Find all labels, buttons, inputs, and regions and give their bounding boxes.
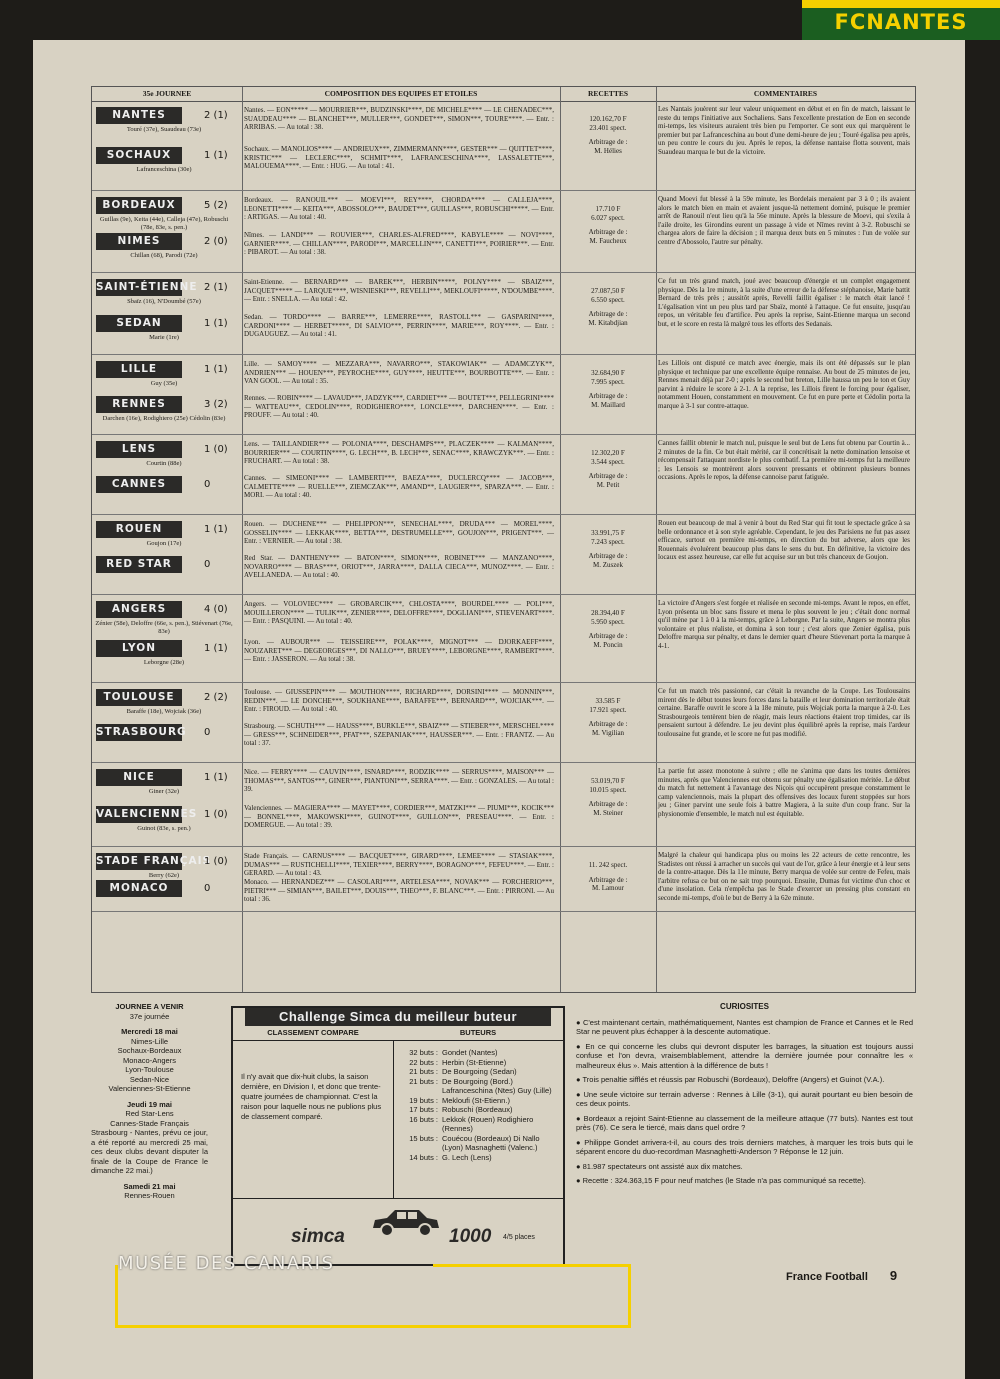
away-team: SEDAN [96,315,182,332]
magazine-name: France Football [786,1271,868,1283]
compo-home: Stade Français. — CARNUS**** — BACQUET****, GIRARD****, LEMEE**** — STASIAK****, DUMAS*** — RUSTICHELLI****, TEXIER****, BERRY****, BORAGNO****, FEFEU****. — Entr. : GERARD. — Au total : 43. [244,852,554,877]
recette: 33.585 F 17.921 spect. Arbitrage de : M. Vigilian [588,697,628,737]
simca-brand: simca [291,1226,345,1247]
away-score: 3 (2) [204,399,228,410]
home-team: ANGERS [96,601,182,618]
scorer-name: Gondet (Nantes) [442,1048,498,1057]
away-score: 2 (0) [204,236,228,247]
goal-count: 21 buts : [409,1067,438,1076]
compo-home: Toulouse. — GIUSSEPIN**** — MOUTHON****, RICHARD****, DORSINI**** — MONNIN***, REDIN***. — LE DONCHE***, SOUKHANE****, BARAFFE***, BERNARD***, WOJCIAK***. — Entr. : FIROUD. — Au total : 40. [244,688,554,713]
compo-home: Angers. — VOLOVIEC**** — GROBARCIK***, CHLOSTA****, BOURDEL**** — POLI***, MOUILLERON**** — TULIK***, ZENIER****, DELOFFRE****, DOGLIANI***, STIEVENART****. — Entr. : PASQUINI. — Au total : 40. [244,600,554,625]
future-day2: Jeudi 19 mai [126,1099,173,1109]
compo-home: Lille. — SAMOY**** — MEZZARA***, NAVARRO***, STAKOWIAK** — ADAMCZYK**, ANDRIEN*** — HOUEN***, PEYROCHE****, GUY****, HEUTTE***, BOURBOTTE***. — Entr. : VAN GOOL. — Au total : 35. [244,360,554,385]
away-score: 0 [204,727,211,738]
home-team: LILLE [96,361,182,378]
recette: 53.019,70 F 10.015 spect. Arbitrage de : M. Steiner [588,777,628,817]
compo-away: Strasbourg. — SCHUTH*** — HAUSS****, BURKLE***, SBAIZ*** — STIEBER***, MERSCHEL**** — GRESS***, SCHNEIDER***, PFAT***, SZEPANIAK****, HAUSSER***. — Entr. : FRANTZ. — Au total : 37. [244,722,554,747]
away-team: STRASBOURG [96,724,182,741]
car-icon [369,1206,441,1238]
fcnantes-logo [802,0,1000,40]
recette: 120.162,70 F 23.401 spect. Arbitrage de : M. Hélies [588,115,628,155]
scorer-entry [398,1058,560,1068]
away-score: 0 [204,479,211,490]
home-score: 1 (0) [204,856,228,867]
scorer-entry [398,1077,560,1096]
away-score: 0 [204,883,211,894]
commentary: Les Nantais jouèrent sur leur valeur uniquement en début et en fin de match, laissant le reste du temps l'initiative aux Sochaliens. Sans l'excellente prestation de Eon en seconde mi-temps, les visiteurs auraient très bien pu l'emporter. Ce sont eux qui marquèrent le premier but par Lafranceschina au bout d'une demi-heure de jeu ; Touré égalisa peu après, un peu contre le cours du jeu. Après le repos, la défense nantaise flotta souvent, mais Suaudeau marqua le but de la victoire. [658,105,910,156]
scorer-entry [398,1134,560,1153]
recette: 11. 242 spect. Arbitrage de : M. Lamour [588,861,628,892]
home-score: 2 (1) [204,110,228,121]
scorer-name: G. Lech (Lens) [442,1152,492,1162]
simca-col-buteurs: BUTEURS [459,1028,497,1037]
curio-item: ● Recette : 324.363,15 F pour neuf matches (le Stade n'a pas communiqué sa recette). [576,1176,913,1186]
away-score: 0 [204,559,211,570]
match-row [92,847,915,912]
goal-count: 15 buts : [409,1133,438,1143]
home-scorers: Guy (35e) [150,380,178,387]
match-row [92,595,915,683]
scorer-entry [398,1105,560,1115]
home-team: LENS [96,441,182,458]
home-scorers: Baraffe (18e), Wojciak (36e) [126,708,202,715]
compo-away: Rennes. — ROBIN**** — LAVAUD***, JADZYK***, CARDIET*** — BOUTET***, PELLEGRINI**** — WATTEAU***, CEDOLIN****, RODIGHIERO****, LONCLE****, DARCHEN****. — Entr. : PROUFF. — Au total : 40. [244,394,554,419]
watermark-label: MUSÉE DES CANARIS [118,1253,335,1274]
away-team: SOCHAUX [96,147,182,164]
compo-home: Bordeaux. — RANOUIL*** — MOEVI***, REY****, CHORDA**** — CALLEJA****, LEONETTI**** — KEITA***, ABOSSOLO***, BAUDET***, GUILLAS***, ROBUSCHI*****. — Entr. : ARTIGAS. — Au total : 40. [244,196,554,221]
fixture: Nimes-Lille [130,1036,169,1046]
home-score: 1 (0) [204,444,228,455]
fixture: Sedan-Nice [129,1074,170,1084]
fixture: Red Star-Lens [125,1109,174,1118]
away-team: RED STAR [96,556,182,573]
page-number: 9 [889,1268,898,1283]
home-score: 5 (2) [204,200,228,211]
scorer-name: De Bourgoing (Bord.) Lafranceschina (Ntes) Guy (Lille) [442,1076,552,1095]
away-team: VALENCIENNES [96,806,182,823]
recette: 12.302,20 F 3.544 spect. Arbitrage de : M. Petit [588,449,628,489]
goal-count: 19 buts : [409,1095,438,1105]
away-scorers: Chillan (68), Parodi (72e) [130,252,198,259]
curio-item: ● Trois penaltie sifflés et réussis par Robuschi (Bordeaux), Deloffre (Angers) et Guinot (V.A.). [576,1075,913,1085]
scorer-entry [398,1048,560,1058]
compo-away: Sedan. — TORDO**** — BARRE***, LEMERRE****, RASTOLL*** — GASPARINI****, CARDONI**** — HERBET*****, DI SALVIO***, PERRIN****, MARIE***, ROY****. — Entr. : DUGAUGUEZ. — Au total : 41. [244,313,554,338]
scorer-entry [398,1153,560,1163]
results-table [91,86,916,993]
home-score: 2 (1) [204,282,228,293]
away-score: 1 (1) [204,150,228,161]
scorer-name: Couécou (Bordeaux) Di Nallo (Lyon) Masnaghetti (Valenc.) [442,1133,540,1152]
simca-places: 4/5 places [503,1234,535,1241]
goal-count: 14 buts : [409,1152,438,1162]
home-scorers: Guillas (9e), Keita (44e), Calleja (47e), Robuschi (78e, 83e, s. pen.) [99,216,229,231]
simca-model: 1000 [449,1226,492,1247]
fixture: Sochaux-Bordeaux [117,1046,182,1055]
match-row [92,435,915,515]
future-day1: Mercredi 18 mai [121,1027,178,1036]
simca-challenge-box [231,1006,565,1266]
scorer-name: Robuschi (Bordeaux) [442,1105,513,1114]
compo-home: Saint-Etienne. — BERNARD*** — BAREK***, HERBIN*****, POLNY**** — SBAIZ***, JACQUET***** — LARQUE****, WISNIESKI***, REVELLI***, MEKLOUFI*****, N'DOUMBE****. — Entr. : SNELLA. — Au total : 42. [244,278,554,303]
scorer-entry [398,1115,560,1134]
home-scorers: Sbaïz (16), N'Doumbé (57e) [127,298,201,305]
header-compo: COMPOSITION DES EQUIPES ET ETOILES [242,87,560,102]
match-row [92,683,915,763]
scorers-list [398,1048,560,1162]
commentary: Malgré la chaleur qui handicapa plus ou moins les 22 acteurs de cette rencontre, les Stadistes ont réussi à arracher un succès qui vaut de l'or, grâce à leur énergie et à leur sens de la contre-attaque. Dès la 11e minute, Berry marqua de volée sur centre de Fefeu, mais l'arbitre refusa ce but on ne sait trop pourquoi. Ensuite, Dumas fut victime d'un choc et d'une insolation. Cela n'empêcha pas le Stade d'exercer un pressing plus constant en seconde mi-temps, d'où le but de Berry à la 62e minute. [658,851,910,902]
away-team: RENNES [96,396,182,413]
home-score: 4 (0) [204,604,228,615]
header-comm: COMMENTAIRES [656,87,915,102]
compo-home: Lens. — TAILLANDIER*** — POLONIA****, DESCHAMPS***, PLACZEK**** — KALMAN****, BOURRIER*** — COURTIN****, G. LECH***, B. LECH***, SENAC****, KRAWCZYK***. — Entr. : FRUCHART. — Au total : 38. [244,440,554,465]
page-footer [786,1268,897,1283]
commentary: Les Lillois ont disputé ce match avec énergie, mais ils ont été dépassés sur le plan physique et technique par une excellente équipe rennaise. Au bout de 25 minutes de jeu, Rennes menait déjà par 2-0 ; après le second but breton, Lille haussa un peu le ton et Guy parvint à réduire le score à 2-1. A la reprise, les Lillois firent le forcing pour égaliser, notamment Houen, constamment en mouvement. Ce fut en pure perte et Cédolin porta la marque à 3-1 sur contre-attaque. [658,359,910,410]
home-team: SAINT-ÉTIENNE [96,279,182,296]
compo-away: Cannes. — SIMEONI**** — LAMBERTI***, BAEZA****, DUCLERCQ**** — JACOB***, CALMETTE**** — RUELLE***, ZIEMCZAK***, AMAND**, LAUGIER***, SPARZA***. — Entr. : MORI. — Au total : 40. [244,474,554,499]
match-row [92,355,915,435]
future-note: Strasbourg - Nantes, prévu ce jour, a été reporté au mercredi 25 mai, ces deux clubs devant disputer la finale de la Coupe de France le dimanche 22 mai.) [91,1128,208,1175]
recette: 27.087,50 F 6.550 spect. Arbitrage de : M. Kitabdjian [588,287,628,327]
home-score: 1 (1) [204,772,228,783]
away-scorers: Lafranceschina (30e) [136,166,192,173]
home-scorers: Courtin (88e) [146,460,182,467]
future-subtitle: 37e journée [129,1011,170,1021]
home-scorers: Zénier (58e), Deloffre (66e, s. pen.), Stiévenart (76e, 83e) [95,620,233,635]
compo-away: Sochaux. — MANOLIOS**** — ANDRIEUX***, ZIMMERMANN****, GESTER*** — QUITTET****, KRISTIC*** — LECLERC****, SCHMIT****, LAFRANCESCHINA****, LASSALETTE***, MALOUEMA****. — Entr. : HUG. — Au total : 41. [244,145,554,170]
goal-count: 17 buts : [409,1105,438,1114]
curio-item: ● Une seule victoire sur terrain adverse : Rennes à Lille (3-1), qui aurait pourtant eu bien besoin de ces deux points. [576,1090,913,1109]
home-team: TOULOUSE [96,689,182,706]
goal-count: 32 buts : [409,1048,438,1057]
compo-away: Lyon. — AUBOUR*** — TEISSEIRE***, POLAK****, MIGNOT*** — DJORKAEFF****, NOUZARET*** — DEGEORGES***, DI NALLO***, BRUEY****, LEBORGNE****, RAMBERT****. — Entr. : JASSERON. — Au total : 38. [244,638,554,663]
fixture: Monaco-Angers [123,1055,176,1065]
recette: 33.991,75 F 7.243 spect. Arbitrage de : M. Zuszek [588,529,628,569]
goal-count: 16 buts : [409,1114,438,1124]
fixture: Cannes-Stade Français [110,1118,189,1128]
goal-count: 21 buts : [409,1076,438,1086]
away-team: CANNES [96,476,182,493]
recette: 17.710 F 6.027 spect. Arbitrage de : M. Faucheux [588,205,628,245]
away-score: 1 (1) [204,318,228,329]
simca-intro: Il n'y avait que dix-huit clubs, la saison dernière, en Division I, et donc que trente-quatre journées de championnat. C'est la raison pour laquelle nous ne publions plus de classement comparé. [241,1072,382,1121]
home-score: 1 (1) [204,524,228,535]
recette: 32.684,90 F 7.995 spect. Arbitrage de : M. Maillard [588,369,628,409]
goal-count: 22 buts : [409,1057,438,1067]
commentary: Quand Moevi fut blessé à la 59e minute, les Bordelais menaient par 3 à 0 ; ils avaient alors le match bien en main et avaient jusque-là nettement dominé, puisque le premier arrêt de Ranouil n'eut lieu qu'à la 56e minute. Après la blessure de Moevi, qui s'exila à l'aile droite, les Girondins eurent un passage à vide et Nîmes revint à 3-2. Robuschi se chargea alors de faire la décision ; il marqua deux buts en 5 minutes : l'un de volée sur centre d'Abossolo, l'autre sur pénalty. [658,195,910,246]
compo-home: Nice. — FERRY**** — CAUVIN****, ISNARD****, RODZIK**** — SERRUS****, MAISON*** — THOMAS***, SANTOS***, GINER***, PIANTONI***, SERRA****. — Entr. : GONZALES. — Au total : 39. [244,768,554,793]
match-row [92,763,915,847]
away-scorers: Guinot (83e, s. pen.) [137,825,191,832]
home-scorers: Touré (37e), Suaudeau (73e) [126,126,202,133]
commentary: La partie fut assez monotone à suivre ; elle ne s'anima que dans les toutes dernières minutes, après que Valenciennes eut obtenu sur pénalty une égalisation méritée. Le début du match fut nettement à l'avantage des Niçois qui occupèrent presque constamment le camp valenciennois, mais la plupart des offensives des locaux furent stoppées sur hors jeu ; Giner parvint une seule fois à battre Magiera, à la suite d'un coup franc. Sur la physionomie d'ensemble, le match nul est équitable. [658,767,910,818]
commentary: Ce fut un match très passionné, car c'était la revanche de la Coupe. Les Toulousains mirent dès le début toutes leurs forces dans la bataille et leur domination territoriale était certaine. Baraffe ouvrit le score à la 18e minute, puis Wojciak porta la marque à 2-0. Les Strasbourgeois tentèrent bien de réagir, mais leurs réactions étaient trop timides, car ils pensaient surtout à défendre. Le jeu devint plus équilibré après la reprise, mais l'ardeur toulousaine fut grande, et le score ne fut pas modifié. [658,687,910,738]
curiosites-box [576,1002,913,1272]
curio-item: ● Bordeaux a rejoint Saint-Etienne au classement de la meilleure attaque (77 buts). Nantes est tout près (76). Ce sera le tiercé, mais dans quel ordre ? [576,1114,913,1133]
home-scorers: Goujon (17e) [146,540,182,547]
away-team: LYON [96,640,182,657]
musee-watermark [115,1253,628,1328]
simca-title: Challenge Simca du meilleur buteur [245,1008,551,1026]
match-row [92,515,915,595]
home-team: BORDEAUX [96,197,182,214]
commentary: La victoire d'Angers s'est forgée et réalisée en seconde mi-temps. Avant le repos, en effet, Lyon présenta un bloc sans fissure et mena le plus souvent le jeu ; c'était donc normal qu'il mène par 1 à 0 à la mi-temps, grâce à Leborgne. Par la suite, Angers se montra plus volontaire et plus réaliste, et domina à son tour ; c'est alors que Zenier égalisa, puis Deloffre marqua sur pénalty, et dans le dernier quart d'heure Stievenart porta la marque à 4-1. [658,599,910,650]
header-journee: 35e JOURNEE [92,87,242,102]
upcoming-fixtures [91,1002,208,1262]
scorer-name: Mekloufi (St-Etienn.) [442,1095,510,1105]
commentary: Ce fut un très grand match, joué avec beaucoup d'énergie et un complet engagement physique. Dès la 1re minute, à la suite d'une erreur de la défense stéphanoise, Marie battit Bernard de très près ; aussitôt après, Revelli faillit égaliser : le match était lancé ! L'égalisation vint un peu plus tard par Sbaïz, monté à l'attaque. Ce fut ensuite, jusqu'au repos, un véritable feu d'artifice. Peu après la reprise, Saint-Etienne marqua un second but, et le score en resta là malgré tous les efforts des Sedanais. [658,277,910,328]
compo-away: Red Star. — DANTHENY*** — BATON****, SIMON****, ROBINET*** — MANZANO****, NOVARRO**** — BRAS****, ORIOT***, JARRA****, DALLA CIECA***, MUNOZ****. — Entr. : AVELLANEDA. — Au total : 40. [244,554,554,579]
away-scorers: Leborgne (28e) [143,659,185,666]
fixture: Rennes-Rouen [124,1191,175,1200]
away-team: MONACO [96,880,182,897]
home-score: 2 (2) [204,692,228,703]
home-scorers: Berry (62e) [148,872,180,879]
curio-item: ● En ce qui concerne les clubs qui devront disputer les barrages, la situation est toujours aussi confuse et l'on devra, vraisemblablement, attendre la dernière journée pour connaître les « malheureux élus ». Mais attention à la différence de buts ! [576,1042,913,1071]
match-row [92,191,915,273]
fixture: Valenciennes-St-Etienne [108,1084,191,1093]
fixture: Lyon-Toulouse [125,1065,174,1074]
scorer-entry [398,1067,560,1077]
home-team: STADE FRANÇAIS [96,853,182,870]
newspaper-page [33,40,965,1379]
simca-col-classement: CLASSEMENT COMPARE [267,1028,359,1037]
scorer-entry [398,1096,560,1106]
home-team: ROUEN [96,521,182,538]
away-scorers: Darchen (16e), Rodighiero (25e) Cédolin (83e) [102,415,226,422]
curio-title: CURIOSITES [720,1002,769,1011]
away-score: 1 (1) [204,643,228,654]
recette: 28.394,40 F 5.950 spect. Arbitrage de : M. Poncin [588,609,628,649]
compo-home: Nantes. — EON***** — MOURRIER***, BUDZINSKI****, DE MICHELE**** — LE CHENADEC***, SUAUDEAU**** — BLANCHET***, MULLER***, GONDET***, SIMON***, TOURE****. — Entr. : ARRIBAS. — Au total : 38. [244,106,554,131]
compo-home: Rouen. — DUCHENE*** — PHELIPPON***, SENECHAL****, DRUDA*** — MOREL****, GOSSELIN**** — LEKKAK****, BETTA***, DESTRUMELLE***, GOUJON***, PRIGENT***. — Entr. : VERNIER. — Au total : 38. [244,520,554,545]
curio-item: ● Philippe Gondet arrivera-t-il, au cours des trois derniers matches, à marquer les trois buts qui le séparent encore du duo-recordman Masnaghetti-Anderson ? Réponse le 12 juin. [576,1138,913,1157]
compo-away: Monaco. — HERNANDEZ*** — CASOLARI****, ARTELESA****, NOVAK*** — FORCHERIO***, PIETRI*** — SIMIAN***, BAILET***, DOUIS***, THEO***, F. BLANC***. — Entr. : PIRRONI. — Au total : 36. [244,878,554,903]
compo-away: Valenciennes. — MAGIERA**** — MAYET****, CORDIER***, MATZKI*** — PIUMI***, KOCIK*** — BONNEL****, MAKOWSKI****, GUINOT****, GUILLON***, PRESEAU****. — Entr. : DOMERGUE. — Au total : 39. [244,804,554,829]
future-title: JOURNEE A VENIR [115,1002,184,1011]
match-row [92,273,915,355]
scorer-name: Lekkok (Rouen) Rodighiero (Rennes) [442,1114,534,1133]
home-team: NICE [96,769,182,786]
match-row [92,101,915,191]
brand-label: FCNANTES [834,10,968,34]
compo-away: Nîmes. — LANDI*** — ROUVIER***, CHARLES-ALFRED****, KABYLE**** — NOVI****, GARNIER****. — CHILLAN****, PARODI***, MARCELLIN***, CANETTI***, POIRIER***. — Entr. : PIBAROT. — Au total : 38. [244,231,554,256]
header-recettes: RECETTES [560,87,656,102]
curio-item: ● C'est maintenant certain, mathématiquement, Nantes est champion de France et Cannes et le Red Star ne peuvent plus échapper à la descente automatique. [576,1018,913,1037]
away-score: 1 (0) [204,809,228,820]
home-scorers: Giner (32e) [148,788,180,795]
away-team: NIMES [96,233,182,250]
commentary: Rouen eut beaucoup de mal à venir à bout du Red Star qui fit tout le spectacle grâce à sa belle ordonnance et à son style agréable. Cependant, le jeu des Parisiens ne fut pas assez efficace, surtout en première mi-temps, en direction du but adverse, alors que les Rouennais évoluèrent beaucoup plus dans le sens du but. En définitive, la victoire des locaux est assez heureuse, car elle fut acquise sur un but très chanceux de Goujon. [658,519,910,561]
away-scorers: Marie (1re) [149,334,179,341]
future-day3: Samedi 21 mai [123,1181,176,1191]
scorer-name: Herbin (St-Etienne) [442,1057,507,1067]
scorer-name: De Bourgoing (Sedan) [442,1067,517,1076]
home-score: 1 (1) [204,364,228,375]
home-team: NANTES [96,107,182,124]
commentary: Cannes faillit obtenir le match nul, puisque le seul but de Lens fut obtenu par Courtin à... 2 minutes de la fin. Ce but était mérité, car il concrétisait la nette domination lensoise et récompensait l'attaquant nordiste le plus combatif. La première mi-temps fut la meilleure ; les Lensois se montrèrent alors souvent pressants et obtinrent plusieurs bonnes occasions. Après le repos, la défense cannoise parut fatiguée. [658,439,910,481]
curio-item: ● 81.987 spectateurs ont assisté aux dix matches. [576,1162,913,1172]
